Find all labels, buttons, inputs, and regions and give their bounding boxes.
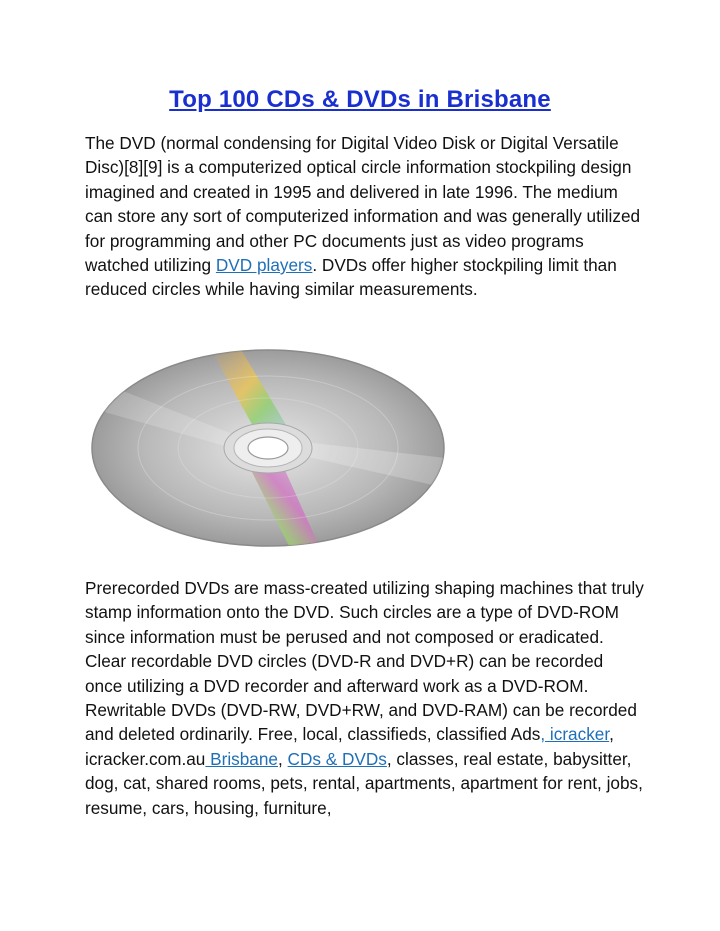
intro-text-end: . DVDs offer higher stockpiling limit than reduced circles while having similar measurements. — [85, 255, 617, 300]
dvd-disc-icon — [90, 348, 446, 548]
link-separator: , — [277, 748, 288, 769]
page-title: Top 100 CDs & DVDs in Brisbane — [169, 86, 551, 113]
recordable-text: Prerecorded DVDs are mass-created utilizing shaping machines that truly stamp information onto the DVD. Such circles are a type of DVD-ROM since information must be perused and not composed or eradicated. Clear recordable DVD circles (DVD-R and DVD+R) can be recorded once utilizing a DVD recorder and afterward work as a DVD-ROM. Rewritable DVDs (DVD-RW, DVD+RW, and DVD-RAM) can be recorded and deleted ordinarily. Free, local, classifieds, classified Ads — [85, 578, 644, 745]
intro-paragraph — [85, 131, 645, 302]
intro-text: The DVD (normal condensing for Digital Video Disk or Digital Versatile Disc)[8][9] is a computerized optical circle information stockpiling design imagined and created in 1995 and delivered in late 1996. The medium can store any sort of computerized information and was generally utilized for programming and other PC documents just as video programs watched utilizing — [85, 133, 641, 276]
keywords-text: , classes, real estate, babysitter, dog, cat, shared rooms, pets, rental, apartments, apartment for rent, jobs, resume, cars, housing, furniture, — [85, 748, 643, 818]
cds-dvds-link[interactable]: CDs & DVDs — [287, 748, 387, 769]
icracker-domain-text: , icracker.com.au — [85, 724, 614, 769]
icracker-link[interactable]: , icracker — [540, 724, 610, 745]
dvd-players-link[interactable]: DVD players — [215, 255, 313, 276]
brisbane-link[interactable]: Brisbane — [205, 748, 278, 769]
recordable-paragraph — [85, 576, 645, 820]
